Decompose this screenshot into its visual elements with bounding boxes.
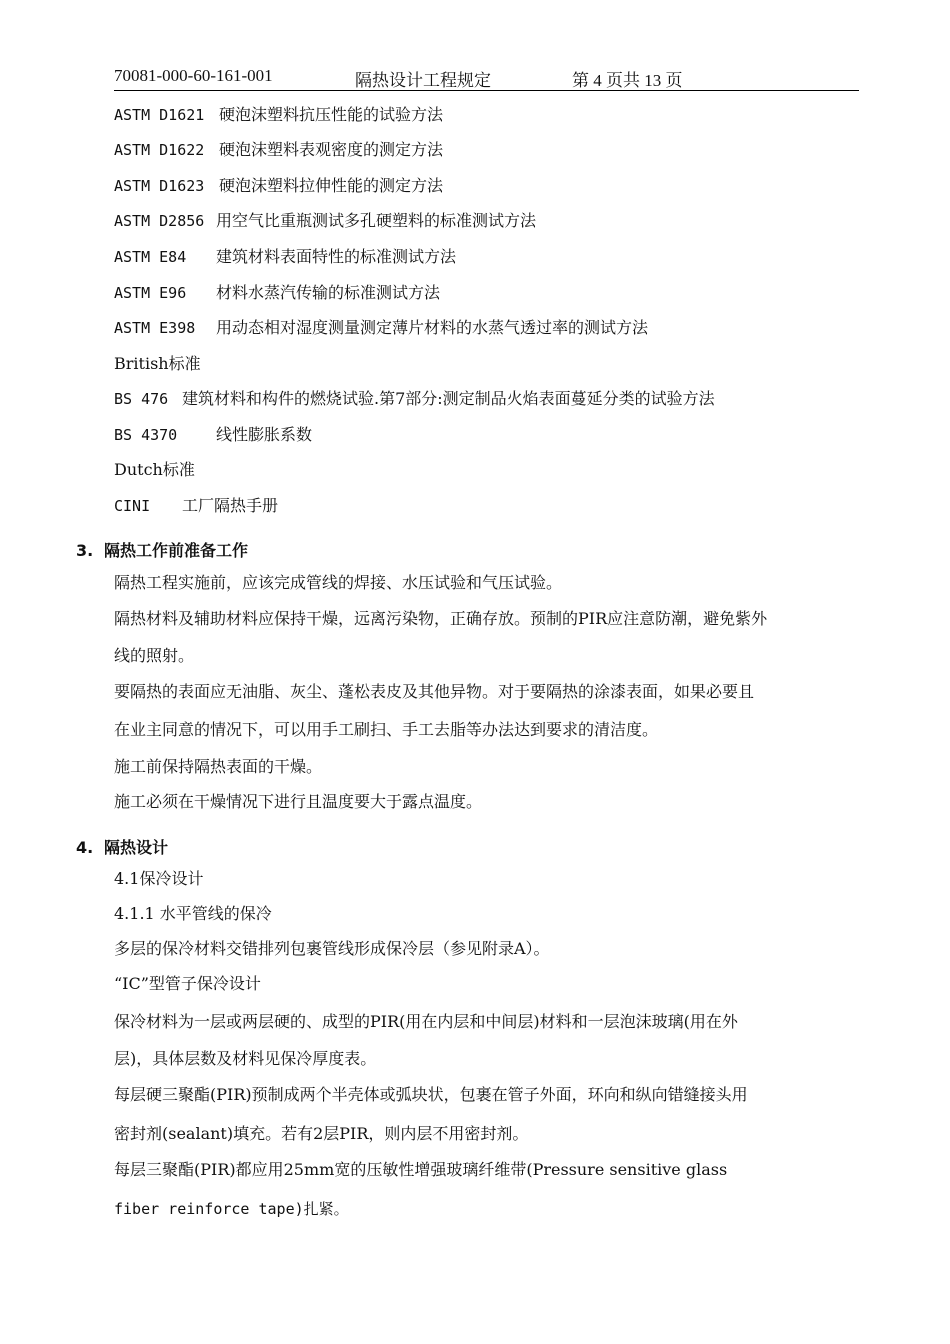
standard-item (114, 140, 443, 160)
standard-desc: 用动态相对湿度测量测定薄片材料的水蒸气透过率的测试方法 (216, 318, 649, 337)
paragraph-line: 施工必须在干燥情况下进行且温度要大于露点温度。 (114, 792, 483, 811)
subsection-heading: 4.1.1 水平管线的保冷 (114, 904, 272, 923)
document-number: 70081-000-60-161-001 (114, 66, 273, 85)
standard-code: ASTM D1623 (114, 177, 205, 195)
paragraph-line: 密封剂(sealant)填充。若有2层PIR，则内层不用密封剂。 (114, 1124, 529, 1143)
paragraph-line: 多层的保冷材料交错排列包裹管线形成保冷层（参见附录A）。 (114, 939, 550, 958)
standard-item (114, 283, 440, 303)
standard-item (114, 247, 456, 267)
standard-item (114, 211, 536, 231)
page-header (114, 66, 859, 91)
section-title: 隔热设计 (104, 838, 169, 857)
standard-desc: 硬泡沫塑料表观密度的测定方法 (219, 140, 444, 159)
paragraph-line: 施工前保持隔热表面的干燥。 (114, 757, 323, 776)
standard-desc: 建筑材料表面特性的标准测试方法 (216, 247, 457, 266)
paragraph-line: 要隔热的表面应无油脂、灰尘、蓬松表皮及其他异物。对于要隔热的涂漆表面，如果必要且 (114, 682, 755, 701)
standard-code: ASTM D1621 (114, 106, 205, 124)
paragraph-line: 每层硬三聚酯(PIR)预制成两个半壳体或弧块状，包裹在管子外面，环向和纵向错缝接头用 (114, 1085, 748, 1104)
document-title: 隔热设计工程规定 (355, 71, 491, 90)
british-standards-label: British标准 (114, 354, 201, 373)
standard-code: ASTM D1622 (114, 141, 205, 159)
standard-item (114, 318, 648, 338)
standard-desc: 建筑材料和构件的燃烧试验.第7部分:测定制品火焰表面蔓延分类的试验方法 (182, 389, 715, 408)
standard-code: ASTM E398 (114, 319, 196, 337)
section-4-heading (76, 838, 168, 858)
standard-code: ASTM E84 (114, 248, 187, 266)
standard-item (114, 176, 443, 196)
paragraph-line: 隔热材料及辅助材料应保持干燥，远离污染物，正确存放。预制的PIR应注意防潮，避免紫外 (114, 609, 768, 628)
standard-code: ASTM D2856 (114, 212, 205, 230)
standard-item (114, 105, 443, 125)
paragraph-line: 隔热工程实施前，应该完成管线的焊接、水压试验和气压试验。 (114, 573, 563, 592)
standard-desc: 硬泡沫塑料抗压性能的试验方法 (219, 105, 444, 124)
paragraph-line: fiber reinforce tape)扎紧。 (114, 1200, 349, 1218)
standard-desc: 用空气比重瓶测试多孔硬塑料的标准测试方法 (216, 211, 537, 230)
section-3-heading (76, 541, 248, 561)
standard-code: BS 4370 (114, 426, 178, 444)
standard-item (114, 425, 312, 445)
paragraph-line: 层)，具体层数及材料见保冷厚度表。 (114, 1049, 377, 1068)
standard-desc: 材料水蒸汽传输的标准测试方法 (216, 283, 441, 302)
page-indicator: 第 4 页共 13 页 (572, 71, 683, 90)
standard-code: BS 476 (114, 390, 169, 408)
section-number: 4. (76, 838, 94, 857)
standard-desc: 工厂隔热手册 (182, 496, 279, 515)
paragraph-line: “IC”型管子保冷设计 (114, 974, 261, 993)
paragraph-line: 线的照射。 (114, 646, 195, 665)
standard-desc: 硬泡沫塑料拉伸性能的测定方法 (219, 176, 444, 195)
paragraph-line: 在业主同意的情况下，可以用手工刷扫、手工去脂等办法达到要求的清洁度。 (114, 720, 659, 739)
section-number: 3. (76, 541, 94, 560)
standard-desc: 线性膨胀系数 (216, 425, 313, 444)
paragraph-line: 保冷材料为一层或两层硬的、成型的PIR(用在内层和中间层)材料和一层泡沫玻璃(用在外 (114, 1012, 738, 1031)
standard-item (114, 496, 278, 516)
standard-code: ASTM E96 (114, 284, 187, 302)
subsection-heading: 4.1保冷设计 (114, 869, 204, 888)
standard-code: CINI (114, 497, 151, 515)
section-title: 隔热工作前准备工作 (104, 541, 249, 560)
standard-item (114, 389, 715, 409)
dutch-standards-label: Dutch标准 (114, 460, 195, 479)
paragraph-line: 每层三聚酯(PIR)都应用25mm宽的压敏性增强玻璃纤维带(Pressure sensitive glass (114, 1160, 728, 1179)
